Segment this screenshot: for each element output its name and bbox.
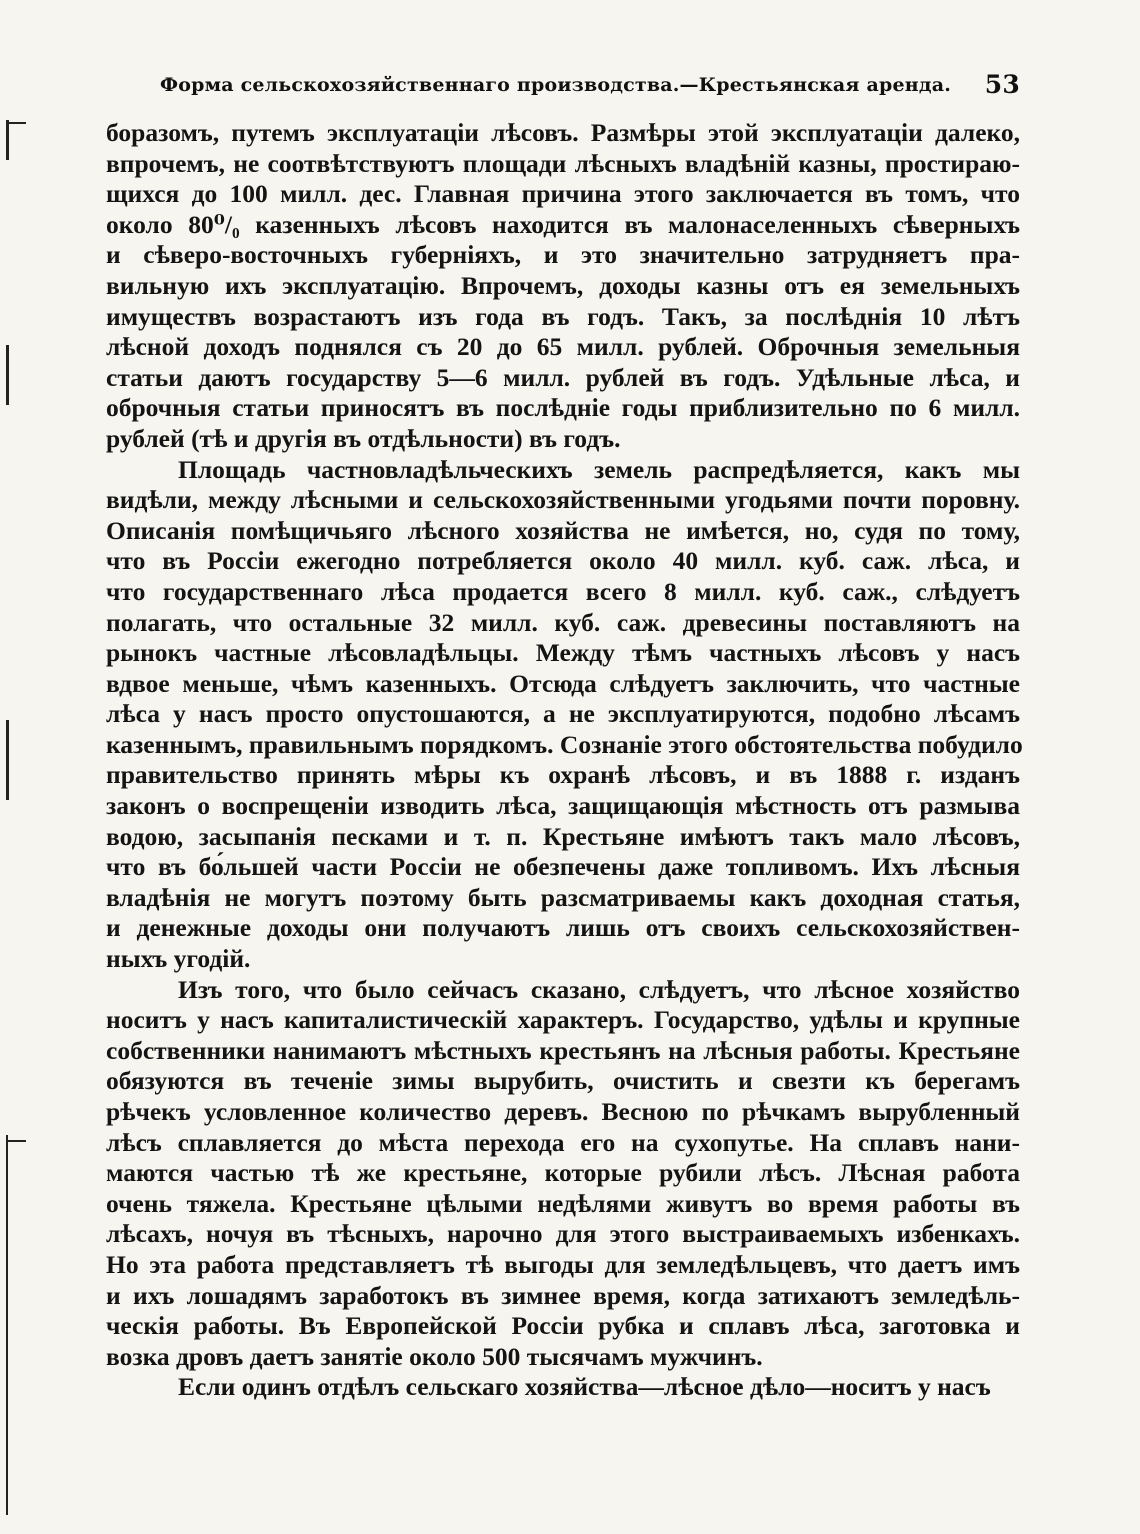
text-line: оброчныя статьи приносятъ въ послѣдніе годы приблизительно по 6 милл. [106,393,1020,423]
paragraph [106,454,1023,975]
scan-margin-mark [6,120,9,160]
text-line: полагать, что остальные 32 милл. куб. саж. древесины поставляютъ на [106,607,1020,637]
running-head [160,70,1020,99]
text-line: водою, засыпанія песками и т. п. Крестьяне имѣютъ такъ мало лѣсовъ, [106,821,1020,851]
text-line: и денежные доходы они получаютъ лишь отъ своихъ сельскохозяйствен- [106,913,1020,943]
body-text [106,118,1023,1403]
text-line: впрочемъ, не соотвѣтствуютъ площади лѣсныхъ владѣній казны, простираю- [106,148,1020,178]
paragraph [106,975,1020,1373]
text-line: обязуются въ теченіе зимы вырубить, очистить и свезти къ берегамъ [106,1066,1020,1096]
text-line: имуществъ возрастаютъ изъ года въ годъ. Такъ, за послѣднія 10 лѣтъ [106,301,1020,331]
text-line: рѣчекъ условленное количество деревъ. Весною по рѣчкамъ вырубленный [106,1097,1020,1126]
text-line: Изъ того, что было сейчасъ сказано, слѣдуетъ, что лѣсное хозяйство [178,974,1020,1004]
text-line: вильную ихъ эксплуатацію. Впрочемъ, доходы казны отъ ея земельныхъ [106,270,1020,300]
text-line: Если одинъ отдѣлъ сельскаго хозяйства—лѣсное дѣло—носитъ у насъ [178,1372,991,1402]
text-line: рынокъ частные лѣсовладѣльцы. Между тѣмъ частныхъ лѣсовъ у насъ [106,638,1020,668]
text-line: боразомъ, путемъ эксплуатаціи лѣсовъ. Размѣры этой эксплуатаціи далеко, [106,118,1020,147]
text-line: лѣсъ сплавляется до мѣста перехода его на сухопутье. На сплавъ нани- [106,1127,1020,1157]
text-line: что государственнаго лѣса продается всего 8 милл. куб. саж., слѣдуетъ [106,576,1020,606]
text-line: около 80⁰/₀ казенныхъ лѣсовъ находится въ малонаселенныхъ сѣверныхъ [106,209,1020,239]
text-line: лѣсахъ, ночуя въ тѣсныхъ, нарочно для этого выстраиваемыхъ избенкахъ. [106,1219,1020,1249]
text-line: владѣнія не могутъ поэтому быть разсматриваемы какъ доходная статья, [106,882,1020,912]
text-line: вдвое меньше, чѣмъ казенныхъ. Отсюда слѣдуетъ заключить, что частные [106,668,1020,698]
text-line: статьи даютъ государству 5—6 милл. рублей въ годъ. Удѣльные лѣса, и [106,362,1020,392]
text-line: лѣсной доходъ поднялся съ 20 до 65 милл. рублей. Оброчныя земельныя [106,332,1020,362]
text-line: и ихъ лошадямъ заработокъ въ зимнее время, когда затихаютъ земледѣль- [106,1280,1020,1310]
text-line: щихся до 100 милл. дес. Главная причина этого заключается въ томъ, что [106,179,1020,209]
text-line: правительство принять мѣры къ охранѣ лѣсовъ, и въ 1888 г. изданъ [106,760,1020,790]
scan-margin-tick [6,1140,26,1142]
text-line: видѣли, между лѣсными и сельскохозяйственными угодьями почти поровну. [106,485,1020,515]
scan-margin-mark [6,720,9,800]
text-line: что въ бо́льшей части Россіи не обезпечены даже топливомъ. Ихъ лѣсныя [106,852,1020,882]
text-line: очень тяжела. Крестьяне цѣлыми недѣлями живутъ во время работы въ [106,1188,1020,1218]
scan-margin-tick [6,122,26,124]
text-line: возка дровъ даетъ занятіе около 500 тысячамъ мужчинъ. [106,1341,763,1371]
text-line: маются частью тѣ же крестьяне, которые рубили лѣсъ. Лѣсная работа [106,1158,1020,1188]
text-line: собственники нанимаютъ мѣстныхъ крестьянъ на лѣсныя работы. Крестьяне [106,1035,1020,1065]
text-line: ныхъ угодій. [106,944,251,974]
text-line: Описанія помѣщичьяго лѣсного хозяйства не имѣется, но, судя по тому, [106,515,1020,545]
text-line: рублей (тѣ и другія въ отдѣльности) въ годъ. [106,423,621,453]
scan-margin-mark [6,1135,8,1515]
running-head-title: Форма сельскохозяйственнаго производства.—Крестьянская аренда. [160,74,952,96]
text-line: Площадь частновладѣльческихъ земель распредѣляется, какъ мы [178,454,1020,484]
text-line: ческія работы. Въ Европейской Россіи рубка и сплавъ лѣса, заготовка и [106,1311,1020,1341]
scan-margin-mark [6,345,9,405]
text-line: носитъ у насъ капиталистическій характеръ. Государство, удѣлы и крупные [106,1005,1020,1035]
text-line: Но эта работа представляетъ тѣ выгоды для земледѣльцевъ, что даетъ имъ [106,1249,1020,1279]
text-line: казеннымъ, правильнымъ порядкомъ. Сознаніе этого обстоятельства побудило [106,729,1023,759]
paragraph [106,1372,1020,1403]
text-line: что въ Россіи ежегодно потребляется около 40 милл. куб. саж. лѣса, и [106,546,1020,576]
text-line: лѣса у насъ просто опустошаются, а не эксплуатируются, подобно лѣсамъ [106,699,1020,729]
page-number: 53 [984,70,1020,99]
text-line: законъ о воспрещеніи изводить лѣса, защищающія мѣстность отъ размыва [106,791,1020,821]
paragraph [106,118,1020,455]
text-line: и сѣверо-восточныхъ губерніяхъ, и это значительно затрудняетъ пра- [106,240,1020,270]
